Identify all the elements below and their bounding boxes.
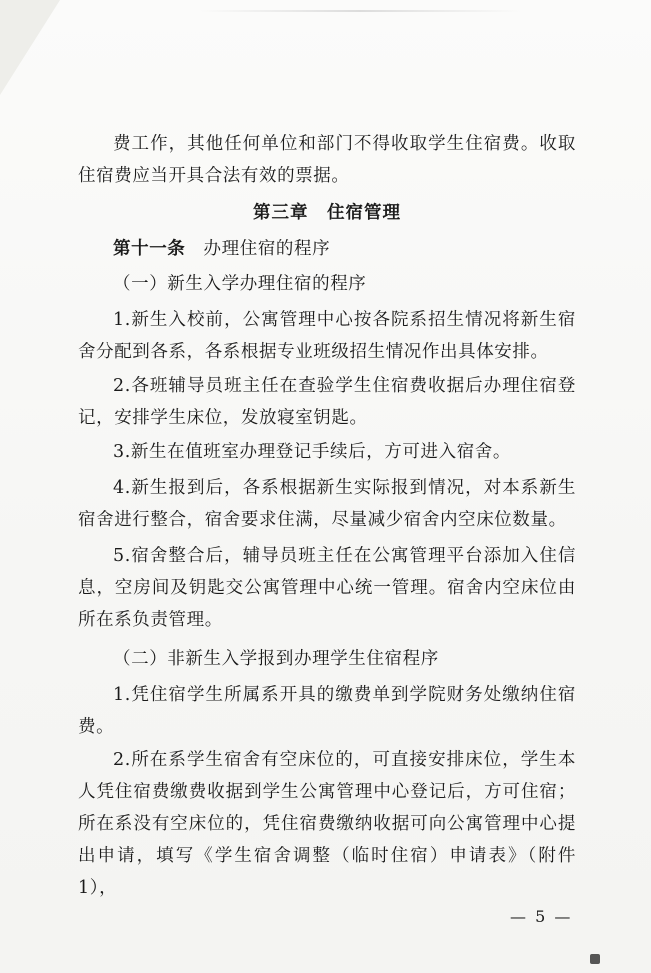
item-4: 4.新生报到后，各系根据新生实际报到情况，对本系新生宿舍进行整合，宿舍要求住满，尽量减少宿舍内空床位数量。 [78, 478, 576, 530]
article-label: 第十一条 [113, 239, 186, 259]
item-1: 1.新生入校前，公寓管理中心按各院系招生情况将新生宿舍分配到各系，各系根据专业班级招生情况作出具体安排。 [78, 310, 576, 362]
section-2-heading: （二）非新生入学报到办理学生住宿程序 [113, 649, 439, 669]
scanner-logo-icon [590, 954, 600, 964]
article-11 [78, 233, 576, 265]
item-2-2: 2.所在系学生宿舍有空床位的，可直接安排床位，学生本人凭住宿费缴费收据到学生公寓管理中心登记后，方可住宿；所在系没有空床位的，凭住宿费缴纳收据可向公寓管理中心提出申请，填写《学生宿舍调整（临时住宿）申请表》（附件1）， [78, 750, 576, 898]
folded-corner [0, 0, 60, 95]
page-number: — 5 — [510, 907, 573, 926]
item-5: 5.宿舍整合后，辅导员班主任在公寓管理平台添加入住信息，空房间及钥匙交公寓管理中心统一管理。宿舍内空床位由所在系负责管理。 [78, 546, 576, 630]
item-2-1: 1.凭住宿学生所属系开具的缴费单到学院财务处缴纳住宿费。 [78, 685, 576, 737]
item-3: 3.新生在值班室办理登记手续后，方可进入宿舍。 [113, 442, 511, 462]
paragraph-fee: 费工作，其他任何单位和部门不得收取学生住宿费。收取住宿费应当开具合法有效的票据。 [78, 134, 576, 186]
scanner-watermark [590, 952, 646, 966]
chapter-heading: 第三章 住宿管理 [253, 203, 401, 223]
article-title: 办理住宿的程序 [203, 239, 331, 259]
scan-streak [200, 10, 520, 12]
section-1-heading: （一）新生入学办理住宿的程序 [113, 274, 367, 294]
item-2: 2.各班辅导员班主任在查验学生住宿费收据后办理住宿登记，安排学生床位，发放寝室钥匙。 [78, 376, 576, 428]
